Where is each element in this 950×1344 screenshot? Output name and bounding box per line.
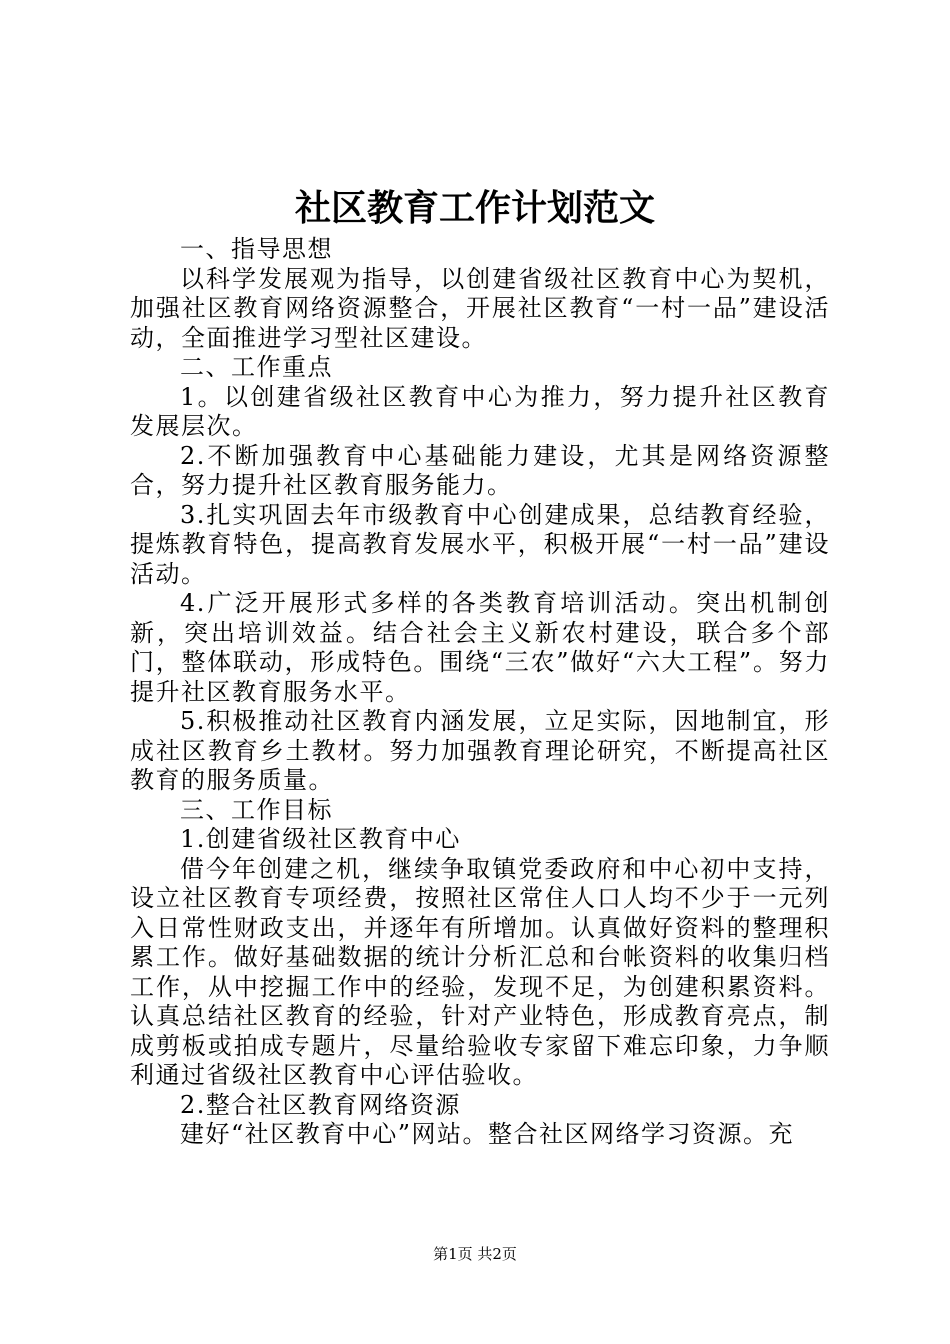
paragraph-guiding-ideology: 以科学发展观为指导，以创建省级社区教育中心为契机，加强社区教育网络资源整合，开展社区教育“一村一品”建设活动，全面推进学习型社区建设。 xyxy=(130,264,830,352)
page-footer: 第1页 共2页 xyxy=(433,1245,517,1263)
paragraph-focus-4: 4.广泛开展形式多样的各类教育培训活动。突出机制创新，突出培训效益。结合社会主义新农村建设，联合多个部门，整体联动，形成特色。围绕“三农”做好“六大工程”。努力提升社区教育服务水平。 xyxy=(130,589,830,706)
heading-guiding-ideology: 一、指导思想 xyxy=(180,235,333,263)
subheading-goal-1: 1.创建省级社区教育中心 xyxy=(180,825,461,853)
heading-work-focus: 二、工作重点 xyxy=(180,353,333,381)
subheading-goal-2: 2.整合社区教育网络资源 xyxy=(180,1090,461,1119)
document-body xyxy=(130,235,830,1150)
heading-work-goals: 三、工作目标 xyxy=(180,795,333,824)
paragraph-focus-5: 5.积极推动社区教育内涵发展，立足实际，因地制宜，形成社区教育乡土教材。努力加强教育理论研究，不断提高社区教育的服务质量。 xyxy=(130,707,830,794)
paragraph-focus-3: 3.扎实巩固去年市级教育中心创建成果，总结教育经验，提炼教育特色，提高教育发展水平，积极开展“一村一品”建设活动。 xyxy=(130,500,830,588)
paragraph-focus-1: 1。以创建省级社区教育中心为推力，努力提升社区教育发展层次。 xyxy=(130,382,830,440)
document-title: 社区教育工作计划范文 xyxy=(294,187,655,229)
paragraph-goal-2: 建好“社区教育中心”网站。整合社区网络学习资源。充 xyxy=(180,1120,795,1148)
paragraph-focus-2: 2.不断加强教育中心基础能力建设，尤其是网络资源整合，努力提升社区教育服务能力。 xyxy=(130,441,830,499)
paragraph-goal-1: 借今年创建之机，继续争取镇党委政府和中心初中支持，设立社区教育专项经费，按照社区常住人口人均不少于一元列入日常性财政支出，并逐年有所增加。认真做好资料的整理积累工作。做好基础数据的统计分析汇总和台帐资料的收集归档工作，从中挖掘工作中的经验，发现不足，为创建积累资料。认真总结社区教育的经验，针对产业特色，形成教育亮点，制成剪板或拍成专题片，尽量给验收专家留下难忘印象，力争顺利通过省级社区教育中心评估验收。 xyxy=(130,854,830,1089)
